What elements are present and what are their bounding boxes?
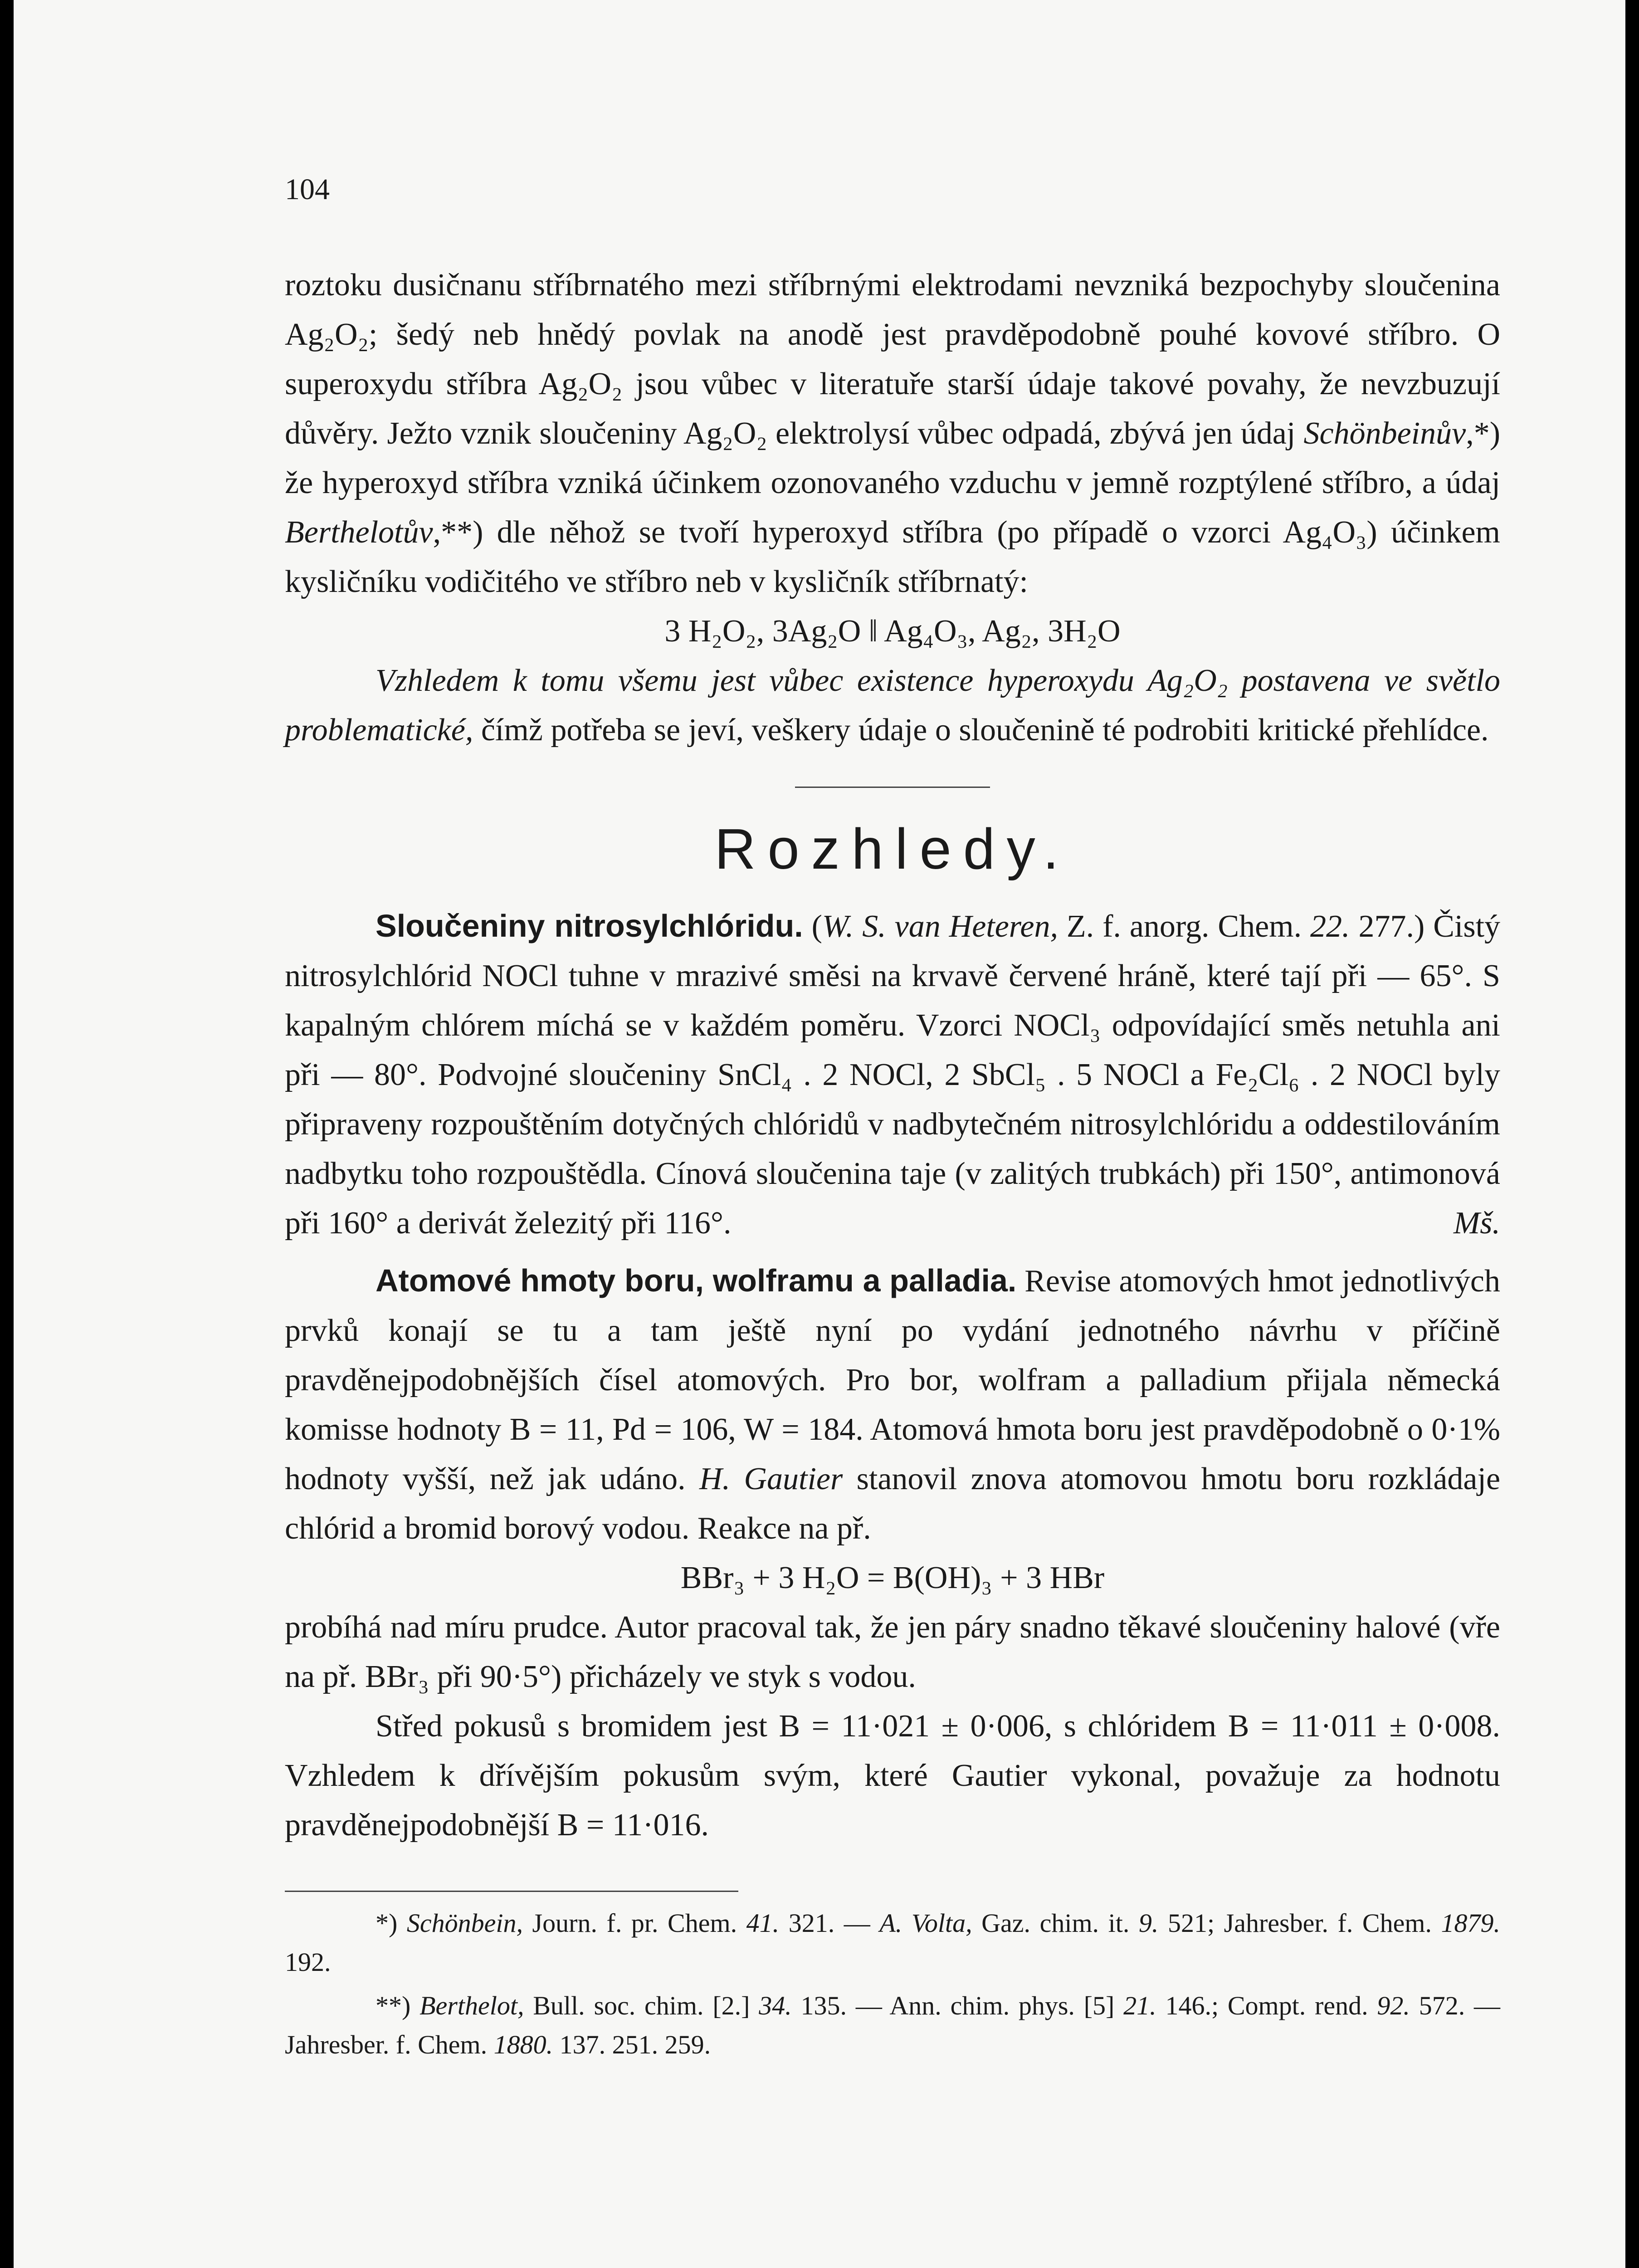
footnote-2-year: 1880. <box>493 2030 553 2059</box>
conclusion-text: čímž potřeba se jeví, veškery údaje o sloučenině té podrobiti kritické přehlídce. <box>473 713 1489 748</box>
conclusion-paragraph <box>285 656 1500 755</box>
article-atomic-body-d: Střed pokusů s bromidem jest B = 11·021 ± 0·006, s chlóridem B = 11·011 ± 0·008. Vzhledem k dřívějším pokusům svým, které Gautier vykonal, považuje za hodnotu pravděnejpodobnější B = 11·016. <box>285 1709 1500 1843</box>
footnote-2-volume-b: 21. <box>1123 1991 1156 2020</box>
article-nitrosyl-heading: Sloučeniny nitrosylchlóridu. <box>376 908 803 943</box>
footnote-2-text-c: 146.; Compt. rend. <box>1156 1991 1377 2020</box>
page-content <box>285 172 1500 2064</box>
intro-text-a: roztoku dusičnanu stříbrnatého mezi stříbrnými elektrodami nevzniká bezpochyby sloučenina Ag₂O₂; šedý neb hnědý povlak na anodě jest pravděpodobně pouhé kovové stříbro. O superoxydu stříbra Ag₂O₂ jsou vůbec v literatuře starší údaje takové povahy, že nevzbuzují důvěry. Ježto vznik sloučeniny Ag₂O₂ elektrolysí vůbec odpadá, zbývá jen údaj <box>285 268 1500 451</box>
intro-equation: 3 H₂O₂, 3Ag₂O ‖ Ag₄O₃, Ag₂, 3H₂O <box>664 614 1121 649</box>
footnote-1 <box>285 1904 1500 1982</box>
footnote-2 <box>285 1986 1500 2064</box>
footnote-1-mark: *) <box>376 1908 407 1938</box>
footnote-rule <box>285 1891 738 1892</box>
citation-volume: 22. <box>1310 909 1350 944</box>
article-atomic-body-b: stanovil znova atomovou hmotu boru rozkládaje chlórid a bromid borový vodou. Reakce na př. <box>285 1461 1501 1546</box>
footnote-2-text-d: 572. — Jahresber. f. Chem. <box>285 1991 1501 2059</box>
article-signature: Mš. <box>1453 1206 1500 1241</box>
footnote-2-volume-a: 34. <box>759 1991 792 2020</box>
footnote-1-text-c: Gaz. chim. it. <box>972 1908 1139 1938</box>
author-schonbein: Schönbeinův <box>1303 416 1466 451</box>
author-gautier: H. Gautier <box>699 1461 843 1496</box>
separator-rule <box>795 787 990 788</box>
article-atomic-body-a: Revise atomových hmot jednotlivých prvků konají se tu a tam ještě nyní po vydání jednotného návrhu v příčině pravděnejpodobnějších čísel atomových. Pro bor, wolfram a palladium přijala německá komisse hodnoty B = 11, Pd = 106, W = 184. Atomová hmota boru jest pravděpodobně o 0·1% hodnoty vyšší, než jak udáno. <box>285 1264 1500 1496</box>
footnote-2-author: Berthelot, <box>420 1991 524 2020</box>
article-atomic-body-c: probíhá nad míru prudce. Autor pracoval tak, že jen páry snadno těkavé sloučeniny halové (vře na př. BBr₃ při 90·5°) přicházely ve styk s vodou. <box>285 1610 1500 1694</box>
footnote-1-author-b: A. Volta, <box>879 1908 972 1938</box>
footnote-1-year: 1879. <box>1441 1908 1501 1938</box>
page <box>14 0 1625 2268</box>
article-atomic-weights <box>285 1256 1500 1553</box>
page-number: 104 <box>285 173 330 206</box>
citation-open: ( <box>811 909 822 944</box>
footnote-1-text-b: 321. — <box>779 1908 880 1938</box>
citation-journal: Z. f. anorg. Chem. <box>1058 909 1311 944</box>
section-title: Rozhledy. <box>714 817 1071 881</box>
footnote-1-volume-b: 9. <box>1138 1908 1159 1938</box>
article-nitrosyl <box>285 901 1500 1248</box>
footnote-1-text-a: Journ. f. pr. Chem. <box>523 1908 746 1938</box>
footnote-2-text-b: 135. — Ann. chim. phys. [5] <box>791 1991 1124 2020</box>
conclusion-italic: Vzhledem k tomu všemu jest vůbec existence hyperoxydu Ag₂O₂ postavena ve světlo problematické, <box>285 663 1500 748</box>
footnote-2-mark: **) <box>376 1991 420 2020</box>
intro-paragraph <box>285 260 1500 606</box>
author-berthelot: Berthelotův <box>285 515 433 550</box>
citation-page: 277.) <box>1350 909 1425 944</box>
article-atomic-heading: Atomové hmoty boru, wolframu a palladia. <box>376 1263 1017 1298</box>
intro-text-c: ,**) dle něhož se tvoří hyperoxyd stříbra (po případě o vzorci Ag₄O₃) účinkem kysličníku vodičitého ve stříbro neb v kysličník stříbrnatý: <box>285 515 1500 599</box>
footnotes <box>285 1904 1500 2064</box>
footnote-1-text-d: 521; Jahresber. f. Chem. <box>1158 1908 1441 1938</box>
footnote-2-text-e: 137. 251. 259. <box>553 2030 711 2059</box>
footnote-2-volume-c: 92. <box>1377 1991 1410 2020</box>
article-nitrosyl-body: Čistý nitrosylchlórid NOCl tuhne v mrazivé směsi na krvavě červené hráně, které tají při — 65°. S kapalným chlórem míchá se v každém poměru. Vzorci NOCl₃ odpovídající směs netuhla ani při — 80°. Podvojné sloučeniny SnCl₄ . 2 NOCl, 2 SbCl₅ . 5 NOCl a Fe₂Cl₆ . 2 NOCl byly připraveny rozpouštěním dotyčných chlóridů v nadbytečném nitrosylchlóridu a oddestilováním nadbytku toho rozpouštědla. Cínová sloučenina taje (v zalitých trubkách) při 150°, antimonová při 160° a derivát železitý při 116°. <box>285 909 1501 1241</box>
citation-author: W. S. van Heteren, <box>822 909 1058 944</box>
footnote-2-text-a: Bull. soc. chim. [2.] <box>524 1991 759 2020</box>
footnote-1-text-e: 192. <box>285 1947 331 1977</box>
footnote-1-volume-a: 41. <box>746 1908 780 1938</box>
footnote-1-author: Schönbein, <box>406 1908 523 1938</box>
reaction-equation: BBr₃ + 3 H₂O = B(OH)₃ + 3 HBr <box>680 1560 1105 1595</box>
intro-text-b: ,*) že hyperoxyd stříbra vzniká účinkem ozonovaného vzduchu v jemně rozptýlené stříbro, a údaj <box>285 416 1501 500</box>
